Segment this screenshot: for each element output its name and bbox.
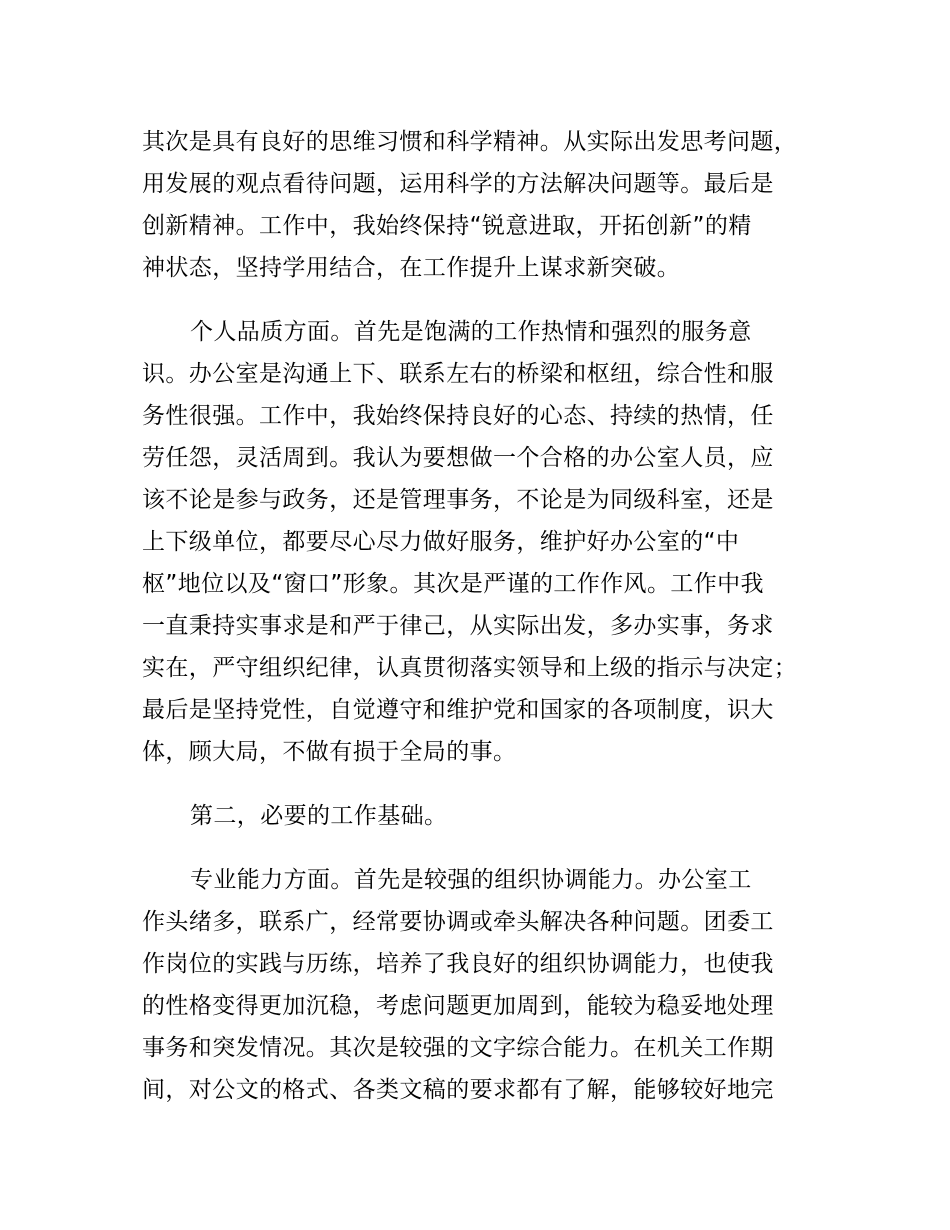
text-line: 劳任怨，灵活周到。我认为要想做一个合格的办公室人员，应 xyxy=(142,445,774,471)
text-line: 作头绪多，联系广，经常要协调或牵头解决各种问题。团委工 xyxy=(142,909,774,935)
text-line: 用发展的观点看待问题，运用科学的方法解决问题等。最后是 xyxy=(142,171,774,197)
text-line: 事务和突发情况。其次是较强的文字综合能力。在机关工作期 xyxy=(142,1035,774,1061)
text-line: 务性很强。工作中，我始终保持良好的心态、持续的热情，任 xyxy=(142,403,774,429)
text-line: 作岗位的实践与历练，培养了我良好的组织协调能力，也使我 xyxy=(142,951,774,977)
text-line: 间，对公文的格式、各类文稿的要求都有了解，能够较好地完 xyxy=(142,1077,774,1103)
text-line: 实在，严守组织纪律，认真贯彻落实领导和上级的指示与决定； xyxy=(142,655,798,681)
text-line: 专业能力方面。首先是较强的组织协调能力。办公室工 xyxy=(190,867,752,893)
text-line: 上下级单位，都要尽心尽力做好服务，维护好办公室的“中 xyxy=(142,529,740,555)
text-line: 最后是坚持党性，自觉遵守和维护党和国家的各项制度，识大 xyxy=(142,697,774,723)
text-line: 体，顾大局，不做有损于全局的事。 xyxy=(142,739,517,765)
text-line: 该不论是参与政务，还是管理事务，不论是为同级科室，还是 xyxy=(142,487,774,513)
text-line: 其次是具有良好的思维习惯和科学精神。从实际出发思考问题， xyxy=(142,129,798,155)
text-line: 创新精神。工作中，我始终保持“锐意进取，开拓创新”的精 xyxy=(142,213,752,239)
text-line: 神状态，坚持学用结合，在工作提升上谋求新突破。 xyxy=(142,255,681,281)
text-line: 枢”地位以及“窗口”形象。其次是严谨的工作作风。工作中我 xyxy=(142,571,764,597)
text-line: 个人品质方面。首先是饱满的工作热情和强烈的服务意 xyxy=(190,319,752,345)
text-line: 第二，必要的工作基础。 xyxy=(190,803,448,829)
text-line: 的性格变得更加沉稳，考虑问题更加周到，能较为稳妥地处理 xyxy=(142,993,774,1019)
text-line: 一直秉持实事求是和严于律己，从实际出发，多办实事，务求 xyxy=(142,613,774,639)
text-line: 识。办公室是沟通上下、联系左右的桥梁和枢纽，综合性和服 xyxy=(142,361,774,387)
